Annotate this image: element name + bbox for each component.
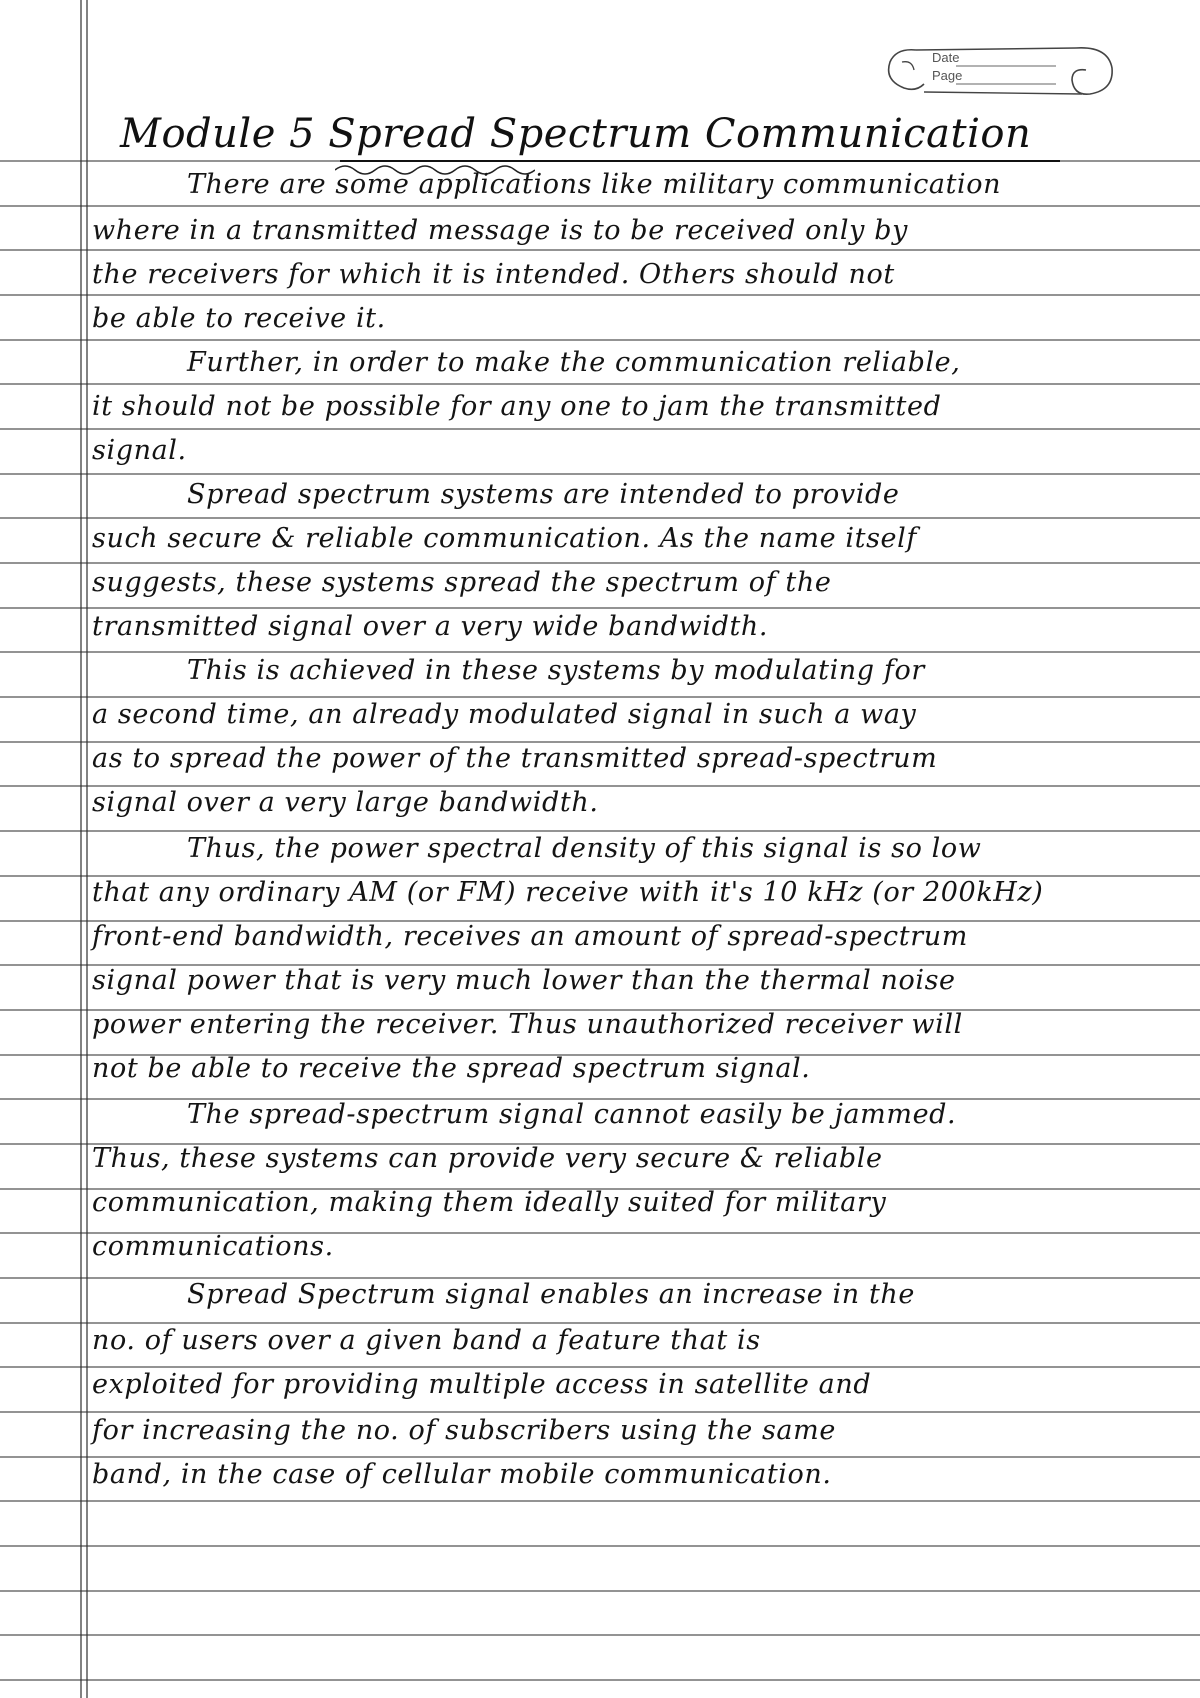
text-line: Thus, the power spectral density of this signal is so low	[187, 833, 982, 864]
text-line: the receivers for which it is intended. Others should not	[92, 259, 895, 290]
ruled-line	[0, 1679, 1200, 1681]
margin-line-left	[80, 0, 82, 1698]
stamp-scroll-icon	[876, 40, 1120, 102]
text-line: communication, making them ideally suited for military	[92, 1187, 887, 1218]
text-line: exploited for providing multiple access in satellite and	[92, 1369, 872, 1400]
text-line: signal over a very large bandwidth.	[92, 787, 599, 818]
text-line: This is achieved in these systems by modulating for	[187, 655, 925, 686]
ruled-line	[0, 428, 1200, 430]
ruled-line	[0, 1545, 1200, 1547]
text-line: transmitted signal over a very wide bandwidth.	[92, 611, 769, 642]
ruled-line	[0, 1634, 1200, 1636]
ruled-line	[0, 294, 1200, 296]
ruled-line	[0, 249, 1200, 251]
text-line: communications.	[92, 1231, 334, 1262]
ruled-line	[0, 1590, 1200, 1592]
text-line: signal power that is very much lower than the thermal noise	[92, 965, 956, 996]
text-line: for increasing the no. of subscribers using the same	[92, 1415, 836, 1446]
ruled-line	[0, 339, 1200, 341]
ruled-line	[0, 1500, 1200, 1502]
text-line: that any ordinary AM (or FM) receive with it's 10 kHz (or 200kHz)	[92, 877, 1044, 908]
text-line: signal.	[92, 435, 187, 466]
text-line: power entering the receiver. Thus unauthorized receiver will	[92, 1009, 963, 1040]
ruled-line	[0, 1411, 1200, 1413]
date-label: Date	[932, 50, 960, 65]
margin-line-left-inner	[86, 0, 88, 1698]
ruled-line	[0, 607, 1200, 609]
text-line: no. of users over a given band a feature that is	[92, 1325, 761, 1356]
ruled-line	[0, 383, 1200, 385]
text-line: be able to receive it.	[92, 303, 386, 334]
text-line: where in a transmitted message is to be received only by	[92, 215, 908, 246]
ruled-line	[0, 562, 1200, 564]
text-line: not be able to receive the spread spectrum signal.	[92, 1053, 811, 1084]
text-line: Spread Spectrum signal enables an increase in the	[187, 1279, 915, 1310]
ruled-line	[0, 651, 1200, 653]
text-line: Thus, these systems can provide very secure & reliable	[92, 1143, 883, 1174]
text-line: suggests, these systems spread the spectrum of the	[92, 567, 832, 598]
text-line: There are some applications like military communication	[187, 169, 1002, 200]
text-line: it should not be possible for any one to jam the transmitted	[92, 391, 942, 422]
text-line: band, in the case of cellular mobile communication.	[92, 1459, 832, 1490]
text-line: The spread-spectrum signal cannot easily be jammed.	[187, 1099, 957, 1130]
ruled-line	[0, 205, 1200, 207]
ruled-line	[0, 517, 1200, 519]
ruled-line	[0, 473, 1200, 475]
text-line: as to spread the power of the transmitted spread-spectrum	[92, 743, 938, 774]
text-line: front-end bandwidth, receives an amount of spread-spectrum	[92, 921, 968, 952]
text-line: a second time, an already modulated signal in such a way	[92, 699, 917, 730]
date-page-stamp	[876, 40, 1120, 102]
text-line: Further, in order to make the communication reliable,	[187, 347, 961, 378]
text-line: Spread spectrum systems are intended to provide	[187, 479, 900, 510]
page-label: Page	[932, 68, 963, 83]
text-line: such secure & reliable communication. As the name itself	[92, 523, 917, 554]
page-title: Module 5 Spread Spectrum Communication	[120, 111, 1032, 157]
